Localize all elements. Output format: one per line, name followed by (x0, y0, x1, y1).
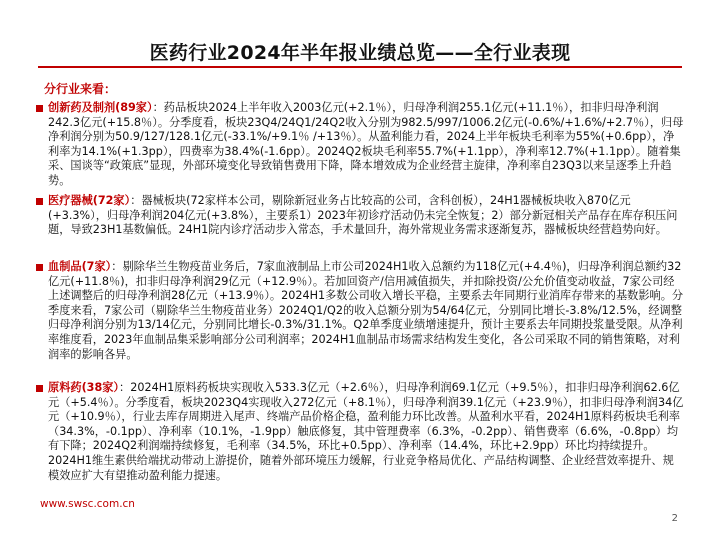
list-item (48, 381, 684, 483)
list-item (48, 101, 684, 189)
square-bullet-icon (36, 264, 43, 271)
section-label: 分行业来看： (44, 82, 117, 96)
category-text: ：2024H1原料药板块实现收入533.3亿元（+2.6％），归母净利润69.1亿元（+9.5％），扣非归母净利润62.6亿元（+5.4％）。分季度看，板块2023Q4实现收入272亿元（+8.1％），归母净利润39.1亿元（+23.9％），扣非归母净利润34亿元（+10.9％），行业去库存周期进入尾声、终端产品价格企稳，盈利能力环比改善。从盈利水平看，2024H1原料药板块毛利率（34.3%，-0.1pp）、净利率（10.1%，-1.9pp）触底修复，其中管理费率（6.3%，-0.2pp）、销售费率（6.6%，-0.8pp）均有下降；2024Q2利润端持续修复，毛利率（34.5%，环比+0.5pp）、净利率（14.4%，环比+2.9pp）环比均持续提升。2024H1维生素供给端扰动带动上游提价，随着外部环境压力缓解，行业竞争格局优化、产品结构调整、企业经营效率提升、规模效应扩大有望推动盈利能力提速。 (48, 381, 684, 482)
category-text: ：药品板块2024上半年收入2003亿元(+2.1％），归母净利润255.1亿元(+11.1％），扣非归母净利润242.3亿元(+15.8％）。分季度看，板块23Q4/24Q1/24Q2收入分别为982.5/997/1006.2亿元(-0.6%/+1.6%/+2.7％），归母净利润分别为50.9/127/128.1亿元(-33.1%/+9.1％ /+13％）。从盈利能力看，2024上半年板块毛利率为55%(+0.6pp），净利率为14.1%(+1.3pp），四费率为38.4%(-1.6pp）。2024Q2板块毛利率55.7%(+1.1pp），净利率12.7%(+1.1pp）。随着集采、国谈等“政策底”显现，外部环境变化导致销售费用下降，降本增效成为企业经营主旋律，净利率自23Q3以来呈逐季上升趋势。 (48, 101, 684, 187)
page-number: 2 (671, 513, 678, 524)
title-divider (38, 66, 682, 68)
category-label: 医疗器械(72家） (48, 194, 131, 207)
page-title: 医药行业2024年半年报业绩总览——全行业表现 (149, 42, 571, 64)
category-text: ：器械板块(72家样本公司，剔除新冠业务占比较高的公司，含科创板），24H1器械板块收入870亿元(+3.3%），归母净利润204亿元(+3.8%），主要系1）2023年初诊疗活动仍未完全恢复；2）部分新冠相关产品存在库存积压问题，导致23H1基数偏低。24H1院内诊疗活动步入常态，手术量回升，海外常规业务需求逐渐复苏，器械板块经营趋势向好。 (48, 194, 678, 237)
category-label: 创新药及制剂(89家） (48, 101, 153, 114)
footer-url: www.swsc.com.cn (40, 498, 135, 510)
category-label: 血制品(7家） (48, 260, 112, 273)
list-item (48, 194, 684, 238)
square-bullet-icon (36, 385, 43, 392)
list-item (48, 260, 684, 362)
category-label: 原料药(38家） (48, 381, 120, 394)
square-bullet-icon (36, 105, 43, 112)
square-bullet-icon (36, 198, 43, 205)
category-text: ：剔除华兰生物疫苗业务后，7家血液制品上市公司2024H1收入总额约为118亿元(+4.4％)，归母净利润总额约32亿元(+11.8％)，扣非归母净利润29亿元（+12.9％）。若加回资产/信用减值损失，并扣除投资/公允价值变动收益，7家公司经上述调整后的归母净利润28亿元（+13.9％）。2024H1多数公司收入增长平稳，主要系去年同期行业消库存带来的基数影响。分季度来看，7家公司（剔除华兰生物疫苗业务）2024Q1/Q2的收入总额分别为54/64亿元，分别同比增长-3.8%/12.5%，经调整归母净利润分别为13/14亿元，分别同比增长-0.3%/31.1%。Q2单季度业绩增速提升，预计主要系去年同期投浆量受限。从净利率维度看，2023年血制品集采影响部分公司利润率；2024H1血制品市场需求结构发生变化，各公司采取不同的销售策略，对利润率的影响各异。 (48, 260, 684, 361)
